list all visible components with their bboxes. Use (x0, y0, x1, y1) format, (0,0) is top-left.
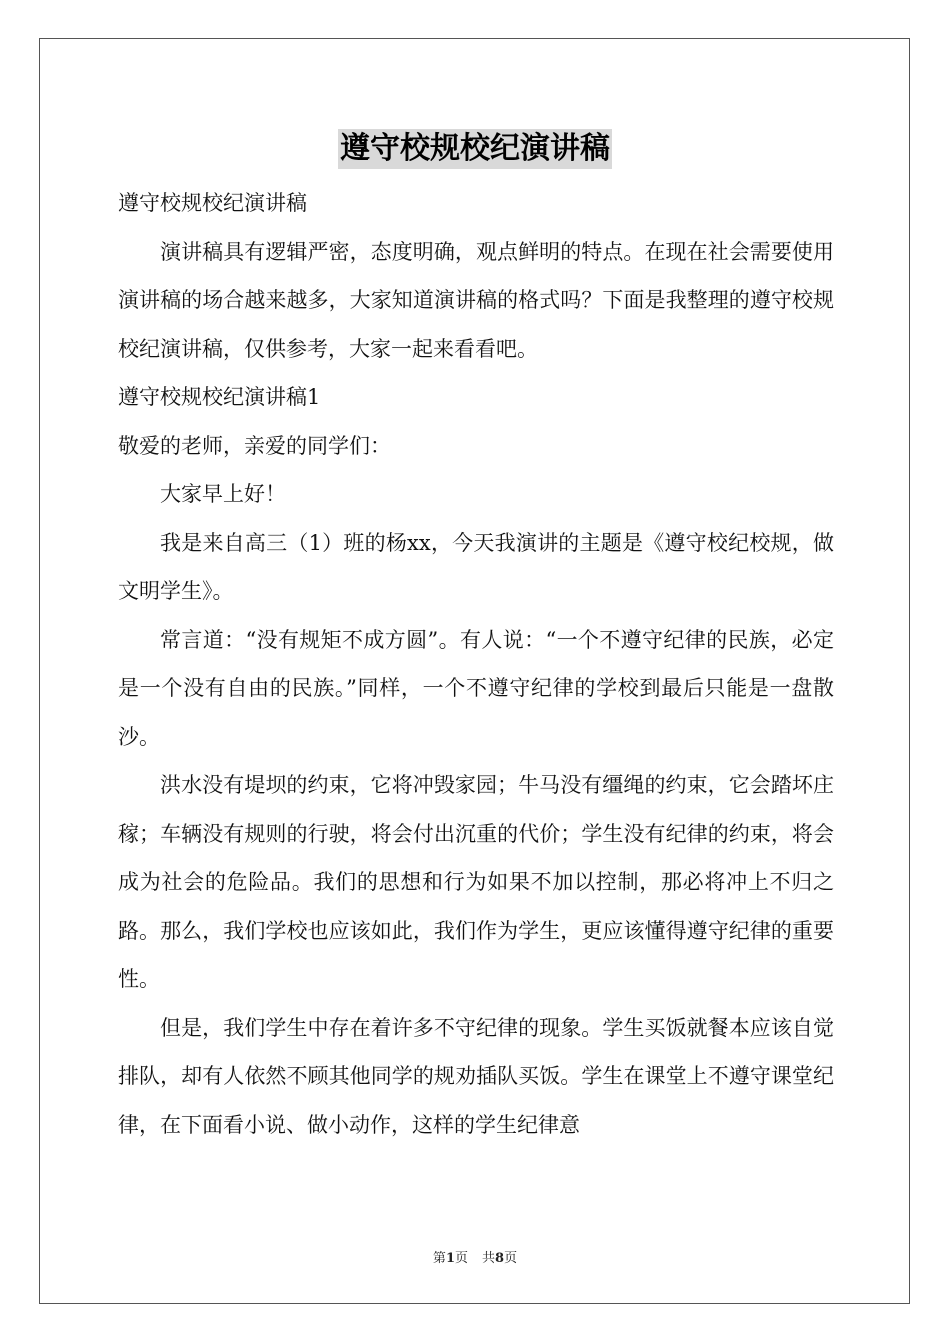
footer-prefix: 第 (432, 1251, 446, 1266)
paragraph: 敬爱的老师，亲爱的同学们： (118, 433, 391, 458)
paragraph: 遵守校规校纪演讲稿1 (118, 385, 321, 409)
footer-total-suffix: 页 (504, 1251, 518, 1266)
footer-page-suffix: 页 (454, 1251, 468, 1266)
page-footer (0, 1247, 950, 1266)
paragraph: 大家早上好！ (160, 482, 286, 506)
paragraph: 但是，我们学生中存在着许多不守纪律的现象。学生买饭就餐本应该自觉排队，却有人依然不顾其他同学的规劝插队买饭。学生在课堂上不遵守课堂纪律，在下面看小说、做小动作，这样的学生纪律意 (118, 1015, 834, 1137)
paragraph: 洪水没有堤坝的约束，它将冲毁家园；牛马没有缰绳的约束，它会踏坏庄稼；车辆没有规则的行驶，将会付出沉重的代价；学生没有纪律的约束，将会成为社会的危险品。我们的思想和行为如果不加以控制，那必将冲上不归之路。那么，我们学校也应该如此，我们作为学生，更应该懂得遵守纪律的重要性。 (118, 773, 834, 991)
footer-page-number: 1 (445, 1251, 455, 1266)
title-container (0, 129, 950, 169)
footer-total-pages: 8 (495, 1251, 505, 1266)
document-title: 遵守校规校纪演讲稿 (338, 129, 612, 169)
document-body (118, 179, 834, 1149)
paragraph: 常言道：“没有规矩不成方圆”。有人说：“一个不遵守纪律的民族，必定是一个没有自由的民族。”同样，一个不遵守纪律的学校到最后只能是一盘散沙。 (118, 627, 834, 749)
paragraph: 我是来自高三（1）班的杨xx，今天我演讲的主题是《遵守校纪校规，做文明学生》。 (118, 530, 834, 603)
paragraph: 遵守校规校纪演讲稿 (118, 191, 307, 215)
paragraph: 演讲稿具有逻辑严密，态度明确，观点鲜明的特点。在现在社会需要使用演讲稿的场合越来越多，大家知道演讲稿的格式吗？下面是我整理的遵守校规校纪演讲稿，仅供参考，大家一起来看看吧。 (118, 239, 834, 361)
footer-total-prefix: 共 (482, 1251, 496, 1266)
